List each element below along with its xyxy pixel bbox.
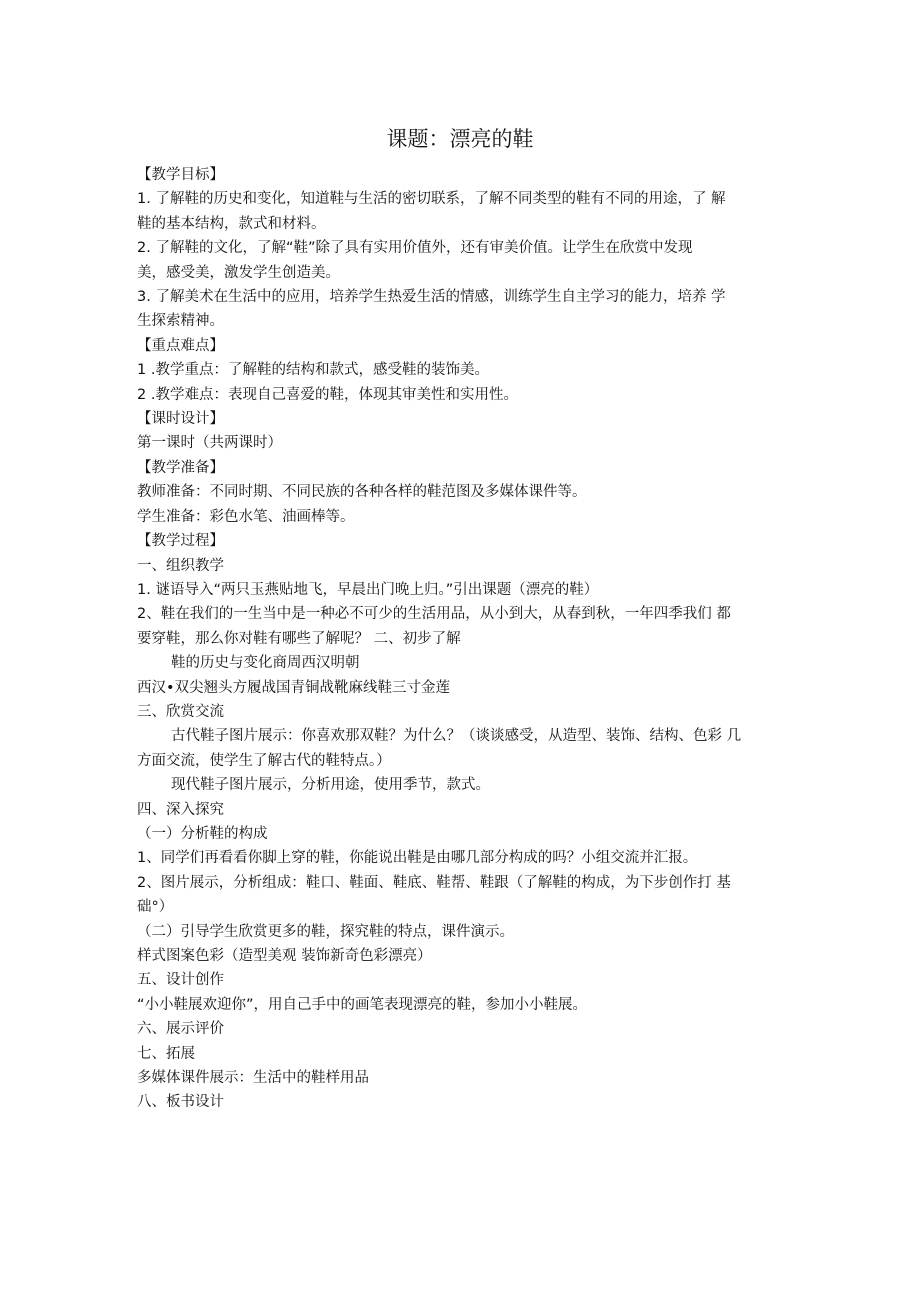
- goal-3-line-2: 生探索精神。: [137, 313, 224, 330]
- step-heading: 八、板书设计: [137, 1094, 224, 1111]
- goal-2-line-1: 2. 了解鞋的文化，了解“鞋”除了具有实用价值外，还有审美价值。让学生在欣赏中发现: [137, 240, 693, 257]
- process-line: “小小鞋展欢迎你”，用自己手中的画笔表现漂亮的鞋，参加小小鞋展。: [137, 996, 588, 1013]
- step-heading: 五、设计创作: [137, 972, 224, 989]
- section-heading: 【教学过程】: [137, 533, 224, 550]
- sub-heading: （二）引导学生欣赏更多的鞋，探究鞋的特点，课件演示。: [137, 923, 514, 940]
- lesson-body: [137, 163, 785, 1115]
- goal-3-line-1: 3. 了解美术在生活中的应用，培养学生热爱生活的情感，训练学生自主学习的能力，培养 学: [137, 289, 726, 306]
- teacher-prep-line: 教师准备：不同时期、不同民族的各种各样的鞋范图及多媒体课件等。: [137, 484, 587, 501]
- step-heading: 七、拓展: [137, 1045, 195, 1062]
- history-line: 鞋的历史与变化商周西汉明朝: [171, 655, 360, 672]
- history-items-line: 西汉•双尖翘头方履战国青铜战靴麻线鞋三寸金莲: [137, 679, 451, 696]
- section-heading: 【教学目标】: [137, 167, 224, 183]
- appreciation-line: 方面交流，使学生了解古代的鞋特点。）: [137, 752, 391, 769]
- lesson-title: 课题：漂亮的鞋: [386, 127, 534, 151]
- process-line: 1、同学们再看看你脚上穿的鞋，你能说出鞋是由哪几部分构成的吗？小组交流并汇报。: [137, 850, 698, 867]
- process-line: 础°）: [137, 899, 174, 916]
- section-heading: 【教学准备】: [137, 459, 224, 476]
- process-line: 要穿鞋，那么你对鞋有哪些了解呢？ 二、初步了解: [137, 630, 461, 647]
- student-prep-line: 学生准备：彩色水笔、油画棒等。: [137, 508, 355, 525]
- step-heading: 一、组织教学: [137, 557, 224, 574]
- key-point-line: 1 .教学重点：了解鞋的结构和款式，感受鞋的装饰美。: [137, 362, 489, 379]
- process-line: 2、图片展示，分析组成：鞋口、鞋面、鞋底、鞋帮、鞋跟（了解鞋的构成，为下步创作打 基: [137, 874, 731, 891]
- step-heading: 四、深入探究: [137, 801, 224, 818]
- goal-2-line-2: 美，感受美，激发学生创造美。: [137, 264, 340, 281]
- appreciation-line: 古代鞋子图片展示：你喜欢那双鞋？为什么？（谈谈感受，从造型、装饰、结构、色彩 几: [171, 728, 742, 745]
- section-heading: 【重点难点】: [137, 337, 224, 354]
- process-line: 1. 谜语导入“两只玉燕贴地飞，早晨出门晚上归。”引出课题（漂亮的鞋）: [137, 581, 599, 598]
- goal-1-line-1: 1. 了解鞋的历史和变化，知道鞋与生活的密切联系，了解不同类型的鞋有不同的用途，了 解: [137, 191, 726, 208]
- sub-heading: （一）分析鞋的构成: [137, 825, 268, 842]
- step-heading: 三、欣赏交流: [137, 703, 224, 720]
- period-line: 第一课时（共两课时）: [137, 435, 282, 452]
- difficulty-line: 2 .教学难点：表现自己喜爱的鞋，体现其审美性和实用性。: [137, 386, 518, 403]
- process-line: 样式图案色彩（造型美观 装饰新奇色彩漂亮）: [137, 948, 432, 964]
- step-heading: 六、展示评价: [137, 1021, 224, 1038]
- process-line: 2、鞋在我们的一生当中是一种必不可少的生活用品，从小到大，从春到秋，一年四季我们 都: [137, 606, 731, 623]
- process-line: 多媒体课件展示：生活中的鞋样用品: [137, 1070, 369, 1087]
- goal-1-line-2: 鞋的基本结构，款式和材料。: [137, 215, 326, 232]
- section-heading: 【课时设计】: [137, 411, 224, 428]
- appreciation-line: 现代鞋子图片展示，分析用途，使用季节，款式。: [171, 777, 490, 794]
